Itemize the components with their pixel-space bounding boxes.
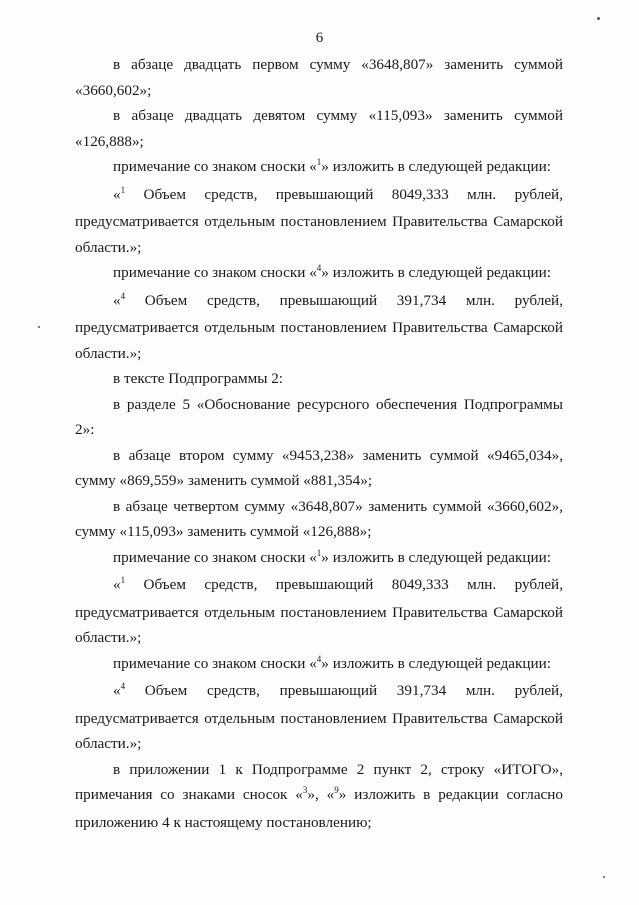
paragraph-text: » изложить в следующей редакции:	[321, 548, 552, 566]
paragraph-text: в разделе 5 «Обоснование ресурсного обеспечения Подпрограммы 2»:	[75, 395, 563, 438]
footnote-mark: 4	[120, 681, 126, 691]
paragraph-text: в тексте Подпрограммы 2:	[113, 370, 284, 387]
paragraph	[75, 443, 563, 494]
scan-speck	[603, 876, 605, 878]
paragraph-text: в абзаце двадцать первом сумму «3648,807» заменить суммой «3660,602»;	[75, 56, 563, 99]
paragraph-text: примечание со знаком сноски «	[113, 654, 317, 672]
footnote-mark: 1	[316, 157, 322, 167]
paragraph-text: » изложить в редакции согласно приложению 4 к настоящему постановлению;	[75, 786, 564, 831]
footnote-mark: 4	[120, 290, 126, 301]
paragraph	[75, 260, 563, 288]
paragraph	[75, 494, 563, 545]
paragraph	[75, 545, 563, 573]
paragraph-text: примечание со знаком сноски «	[113, 158, 317, 175]
paragraph-text: Объем средств, превышающий 391,734 млн. рублей, предусматривается отдельным постановлением Правительства Самарской области.»;	[75, 291, 563, 362]
paragraph	[75, 154, 563, 182]
footnote-mark: 4	[316, 653, 322, 664]
scan-speck	[597, 17, 600, 20]
paragraph-text: Объем средств, превышающий 8049,333 млн. рублей, предусматривается отдельным постановлением Правительства Самарской области.»;	[75, 185, 563, 256]
paragraph-text: Объем средств, превышающий 8049,333 млн. рублей, предусматривается отдельным постановлением Правительства Самарской области.»;	[75, 576, 563, 646]
paragraph	[75, 572, 563, 651]
paragraph-text: «	[113, 185, 121, 203]
paragraph	[75, 52, 563, 103]
footnote-mark: 1	[316, 547, 322, 558]
paragraph-text: примечание со знаком сноски «	[113, 264, 317, 281]
paragraph	[75, 182, 563, 261]
paragraph-text: в приложении 1 к Подпрограмме 2 пункт 2, строку «ИТОГО», примечания со знаками сносок «	[75, 760, 563, 803]
paragraph	[75, 103, 563, 154]
paragraph-text: примечание со знаком сноски «	[113, 548, 317, 566]
paragraph-text: в абзаце четвертом сумму «3648,807» заменить суммой «3660,602», сумму «115,093» заменить суммой «126,888»;	[75, 497, 563, 540]
footnote-mark: 1	[120, 575, 126, 585]
page-number: 6	[315, 30, 324, 46]
paragraph-text: » изложить в следующей редакции:	[321, 158, 552, 175]
document-body	[75, 52, 563, 835]
paragraph-text: », «	[307, 786, 335, 803]
paragraph-text: в абзаце втором сумму «9453,238» заменить суммой «9465,034», сумму «869,559» заменить суммой «881,354»;	[75, 446, 563, 489]
paragraph-text: » изложить в следующей редакции:	[321, 654, 552, 672]
paragraph	[75, 366, 563, 392]
footnote-mark: 9	[334, 785, 339, 795]
paragraph-text: «	[113, 291, 121, 309]
paragraph	[75, 392, 563, 443]
footnote-mark: 3	[302, 785, 308, 795]
paragraph	[75, 651, 563, 679]
paragraph-text: » изложить в следующей редакции:	[321, 264, 552, 281]
footnote-mark: 4	[316, 263, 322, 273]
footnote-mark: 1	[120, 184, 126, 195]
paragraph	[75, 678, 563, 757]
paragraph-text: в абзаце двадцать девятом сумму «115,093» заменить суммой «126,888»;	[75, 107, 563, 150]
paragraph	[75, 757, 563, 836]
paragraph-text: Объем средств, превышающий 391,734 млн. рублей, предусматривается отдельным постановлением Правительства Самарской области.»;	[75, 682, 563, 752]
scan-speck	[38, 326, 40, 328]
paragraph-text: «	[113, 576, 121, 593]
paragraph-text: «	[113, 682, 121, 699]
paragraph	[75, 288, 563, 367]
